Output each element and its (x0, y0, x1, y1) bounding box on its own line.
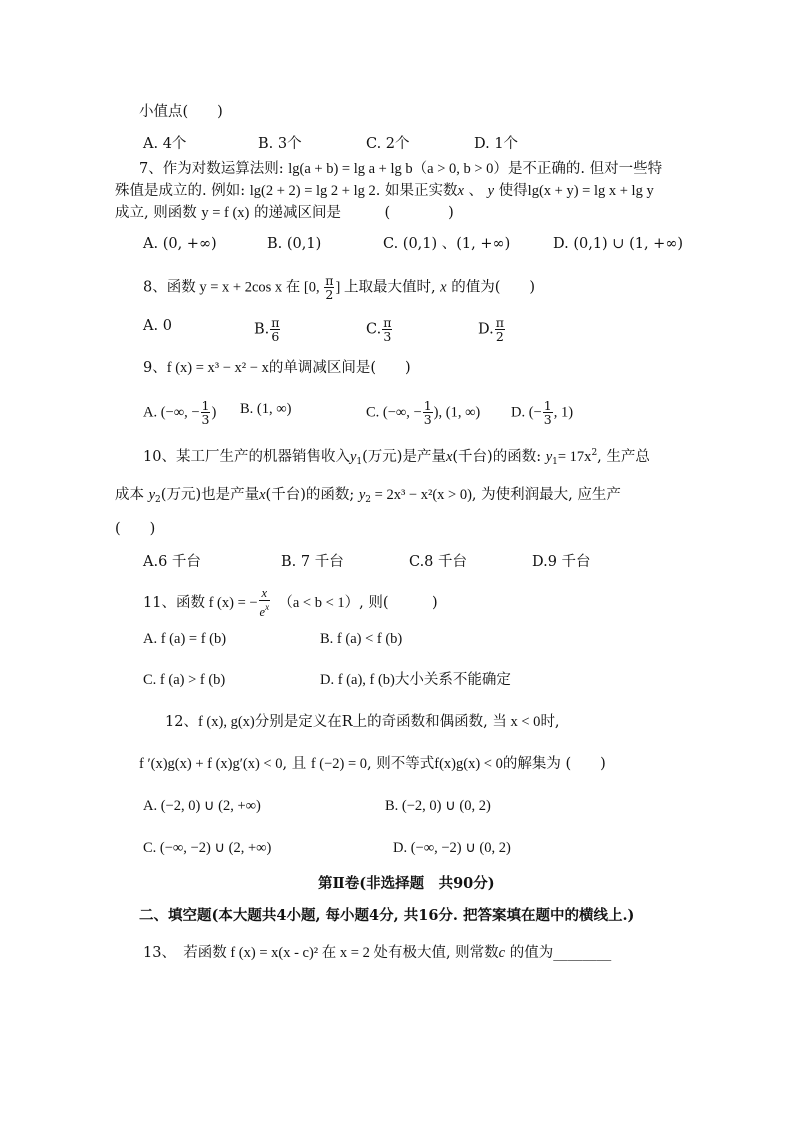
q12-line-1: 12、f (x), g(x)分别是定义在R上的奇函数和偶函数, 当 x < 0时, (165, 714, 560, 730)
q10-line-1: 10、某工厂生产的机器销售收入$y_1$(万元)是产量x(千台)的函数: $y_1= 17x^2$, 生产总 (143, 448, 650, 467)
q6-option-a: A. 4个 (143, 136, 187, 152)
q12-line-2: f ′(x)g(x) + f (x)g′(x) < 0, 且 f (−2) = 0, 则不等式f(x)g(x) < 0的解集为 ( ) (139, 756, 606, 772)
q10-line-3: ( ) (115, 521, 156, 537)
q9-option-d: D. (− $\frac{1}{3}$ , 1) (511, 398, 574, 427)
q11-stem: 11、函数 f (x) = − $\frac{x}{e^x}$ （a < b < 1）, 则( ) (143, 586, 438, 619)
q8-option-a: A. 0 (143, 318, 172, 334)
q10-option-b: B. 7 千台 (281, 554, 344, 570)
q9-option-b: B. (1, ∞) (240, 401, 292, 417)
q11-option-c: C. f (a) > f (b) (143, 672, 226, 688)
q10-line-2: 成本 $y_2$(万元)也是产量x(千台)的函数; $y_2 = 2x^3 - x^2(x > 0)$, 为使利润最大, 应生产 (115, 487, 621, 505)
q7-option-a: A. (0, +∞) (143, 236, 217, 252)
part2-title: 第Ⅱ卷(非选择题 共90分) (318, 875, 495, 892)
q6-option-c: C. 2个 (366, 136, 410, 152)
q9-stem: 9、f (x) = x³ − x² − x的单调减区间是( ) (143, 360, 411, 376)
q7-option-d: D. (0,1) ∪ (1, +∞) (553, 236, 684, 252)
q12-option-c: C. (−∞, −2) ∪ (2, +∞) (143, 840, 272, 856)
q6-option-b: B. 3个 (258, 136, 302, 152)
q8-stem: 8、函数 y = x + 2cos x 在 [0, $\frac{\pi}{2}$ ] 上取最大值时, x 的值为( ) (143, 273, 536, 302)
q7-line-1: 7、作为对数运算法则: lg(a + b) = lg a + lg b（a > 0, b > 0）是不正确的. 但对一些特 (139, 161, 663, 177)
q12-option-b: B. (−2, 0) ∪ (0, 2) (385, 798, 491, 814)
q8-option-d: D. $\frac{\pi}{2}$ (478, 315, 504, 344)
q10-option-a: A.6 千台 (143, 554, 201, 570)
q10-option-c: C.8 千台 (409, 554, 468, 570)
q7-option-b: B. (0,1) (267, 236, 322, 252)
q6-option-d: D. 1个 (474, 136, 519, 152)
q6-stem: 小值点( ) (139, 104, 223, 120)
q8-option-b: B. $\frac{\pi}{6}$ (254, 315, 280, 344)
q11-option-a: A. f (a) = f (b) (143, 631, 227, 647)
q12-option-a: A. (−2, 0) ∪ (2, +∞) (143, 798, 261, 814)
q8-option-c: C. $\frac{\pi}{3}$ (366, 315, 392, 344)
q13-stem: 13、 若函数 f (x) = x(x - c)² 在 x = 2 处有极大值, 则常数c 的值为________ (143, 945, 612, 961)
q9-option-a: A. (−∞, − $\frac{1}{3}$ ) (143, 398, 217, 427)
section-heading: 二、填空题(本大题共4小题, 每小题4分, 共16分. 把答案填在题中的横线上.) (139, 907, 635, 924)
q7-line-3: 成立, 则函数 y = f (x) 的递减区间是 ( ) (115, 205, 454, 221)
q9-option-c: C. (−∞, − $\frac{1}{3}$ ), (1, ∞) (366, 398, 481, 427)
q11-option-b: B. f (a) < f (b) (320, 631, 403, 647)
q10-option-d: D.9 千台 (532, 554, 591, 570)
q7-line-2: 殊值是成立的. 例如: lg(2 + 2) = lg 2 + lg 2. 如果正实数x 、 y 使得lg(x + y) = lg x + lg y (115, 183, 654, 199)
q7-option-c: C. (0,1) 、(1, +∞) (383, 236, 511, 252)
q12-option-d: D. (−∞, −2) ∪ (0, 2) (393, 840, 511, 856)
q11-option-d: D. f (a), f (b)大小关系不能确定 (320, 672, 511, 688)
